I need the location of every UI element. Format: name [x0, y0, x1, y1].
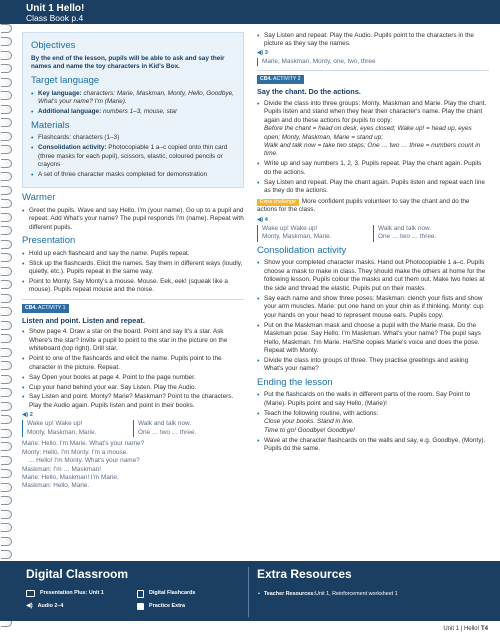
left-column [22, 32, 244, 491]
list-item: • Put on the Maskman mask and choose a pupil with the Marie mask. Do the Maskman pose. Say Hello. I'm Maskman. What's your name? The pupil says Hello, Maskman. I'm Marie. He/She copies Marie's voice and does the pose. Repeat with Monty. [257, 322, 489, 356]
binding-ring [1, 307, 12, 316]
audio-link[interactable]: ◀) Audio 2–4 [26, 603, 64, 610]
list-item: • Say Listen and point. Monty? Marie? Maskman? Point to the characters. Play the Audio again. Pupils listen and point in their books. [22, 393, 244, 410]
presentation-plus-link[interactable]: Presentation Plus: Unit 1 [26, 590, 104, 597]
audio-line-3: Marie, Maskman, Monty, one, two, three [257, 58, 489, 66]
actions-text: Before the chant = head on desk, eyes closed; Wake up! = head up, eyes open; Monty, Maskman, Marie = stand up; [264, 125, 472, 141]
routine-line: Time to go! Goodbye! Goodbye! [264, 426, 355, 434]
activity2-list [257, 100, 489, 196]
binding-ring [1, 64, 12, 73]
list-item: • Show page 4. Draw a star on the board. Point and say It's a star. Ask Where's the star? Invite a pupil to point to the star in the picture on the whiteboard (top right). Drill star. [22, 328, 244, 353]
binding-ring [1, 37, 12, 46]
binding-ring [1, 253, 12, 262]
list-item: • Say Open your books at page 4. Point to the page number. [22, 374, 244, 382]
classbook-ref: Class Book p.4 [26, 13, 84, 23]
binding-ring [1, 348, 12, 357]
lyrics-col-1: Wake up! Wake up! Monty, Maskman, Marie. [257, 225, 373, 242]
extra-challenge-badge: Extra challenge [257, 199, 299, 206]
divider [248, 567, 249, 617]
list-item: • Divide the class into groups of three. They practise greetings and asking What's your name? [257, 357, 489, 374]
routine-line: Close your books. Stand in line. [264, 418, 354, 426]
binding-ring [1, 240, 12, 249]
binding-ring [1, 118, 12, 127]
extra-challenge: Extra challenge More confident pupils volunteer to say the chant and do the actions for the class. [257, 197, 470, 214]
activity1-title: Listen and point. Listen and repeat. [22, 315, 145, 325]
binding-ring [1, 172, 12, 181]
audio-track-3: ◀) 3 [257, 50, 268, 57]
binding-ring [1, 496, 12, 505]
list-item: • Show your completed character masks. Hand out Photocopiable 1 a–c. Pupils choose a mask to make in class. They should make the others at home for the following lesson. Pupils colour the masks and cut them out. Make two holes at the side and thread the elastic. Pupils put on their masks. [257, 259, 489, 293]
binding-ring [1, 24, 12, 33]
objectives-text: By the end of the lesson, pupils will be able to ask and say their names and name the toy characters in Kid's Box. [31, 54, 225, 70]
list-item: • Greet the pupils. Wave and say Hello. I'm (your name). Go up to a pupil and repeat. Add What's your name? The pupil responds I'm (name). Repeat with different pupils. [22, 207, 244, 232]
binding-ring [1, 280, 12, 289]
audio-lyrics-1 [22, 420, 244, 437]
materials-list [31, 134, 235, 179]
binding-ring [1, 510, 12, 519]
page-footer: Unit 1 | Hello! T4 [443, 626, 488, 632]
digital-classroom-title: Digital Classroom [26, 567, 129, 581]
binding-ring [1, 78, 12, 87]
binding-ring [1, 388, 12, 397]
flashcard-icon [137, 590, 144, 598]
audio-script: Marie: Hello. I'm Marie. What's your name? Monty: Hello. I'm Monty. I'm a mouse. … Hello! I'm Monty. What's your name? Maskman: I'm … Maskman! Marie: Hello, Maskman! I'm Marie. Maskman: Hello, Marie. [22, 440, 145, 490]
warmer-list [22, 207, 244, 232]
speaker-icon: ◀) [257, 216, 264, 223]
practice-icon [137, 603, 144, 610]
audio-lyrics-2 [257, 225, 489, 242]
ending-title: Ending the lesson [257, 376, 333, 388]
activity1-list [22, 328, 244, 410]
list-item: • Say Listen and repeat. Play the chant again. Pupils listen and repeat each line as they do the actions. [257, 179, 489, 196]
list-item: • Cup your hand behind your ear. Say Listen. Play the Audio. [22, 384, 244, 392]
binding-ring [1, 415, 12, 424]
list-item: • Say each name and show three poses: Maskman: clench your fists and show your arm muscles. Marie: put one hand on your chin as if thinking. Monty: cup your hands on your head to represent mouse ears. Pupils copy. [257, 295, 489, 320]
list-item: • Teach the following routine, with actions: Close your books. Stand in line. Time to go! Goodbye! Goodbye! [257, 410, 489, 435]
binding-ring [1, 145, 12, 154]
binding-ring [1, 51, 12, 60]
objectives-title: Objectives [31, 40, 76, 51]
activity2-tag: CB4. ACTIVITY 2 [257, 75, 304, 84]
practice-extra-link[interactable]: Practice Extra [137, 603, 185, 610]
teacher-resources: • Teacher Resources: Unit 1, Reinforcement worksheet 1 [258, 591, 398, 597]
binding-ring [1, 91, 12, 100]
binding-ring [1, 132, 12, 141]
list-item: • Say Listen and repeat. Play the Audio. Pupils point to the characters in the picture as they say the names. [257, 32, 489, 49]
target-language-title: Target language [31, 75, 100, 87]
binding-ring [1, 294, 12, 303]
binding-ring [1, 186, 12, 195]
materials-title: Materials [31, 119, 70, 131]
monitor-icon [26, 590, 35, 597]
binding-ring [1, 105, 12, 114]
binding-ring [1, 537, 12, 546]
list-item: • Hold up each flashcard and say the name. Pupils repeat. [22, 250, 244, 258]
warmer-title: Warmer [22, 192, 56, 204]
right-top-list [257, 32, 489, 49]
binding-ring [1, 361, 12, 370]
unit-title: Unit 1 Hello! [26, 3, 85, 14]
binding-ring [1, 483, 12, 492]
page-header [0, 0, 500, 24]
speaker-icon: ◀) [257, 50, 264, 57]
list-item: • Point to one of the flashcards and elicit the name. Pupils point to the character in the picture. Repeat. [22, 355, 244, 372]
audio-track-2: ◀) 2 [22, 411, 33, 418]
divider [257, 70, 489, 71]
binding-ring [1, 456, 12, 465]
lyrics-col-2: Walk and talk now. One … two … three. [373, 225, 489, 242]
actions-text: Walk and talk now = take two steps; One … two … three = numbers count in time. [264, 141, 481, 158]
lyrics-col-2: Walk and talk now. One … two … three. [133, 420, 244, 437]
binding-ring [1, 213, 12, 222]
consolidation-title: Consolidation activity [257, 244, 347, 256]
page-number: T4 [480, 626, 488, 632]
resources-bar [0, 561, 500, 621]
presentation-list [22, 250, 244, 295]
extra-resources-title: Extra Resources [257, 567, 352, 581]
binding-ring [1, 402, 12, 411]
list-item: • Wave at the character flashcards on the walls and say, e.g. Goodbye, (Monty). Pupils do the same. [257, 437, 489, 454]
binding-ring [1, 429, 12, 438]
presentation-title: Presentation [22, 235, 76, 247]
binding-ring [1, 334, 12, 343]
binding-ring [1, 226, 12, 235]
speaker-icon: ◀) [26, 603, 33, 609]
speaker-icon: ◀) [22, 411, 29, 418]
consolidation-list [257, 259, 489, 373]
list-item: • Write up and say numbers 1, 2, 3. Pupils repeat. Play the chant again. Pupils do the actions. [257, 160, 489, 177]
list-item: • Stick up the flashcards. Elicit the names. Say them in different ways (loudly, quietly, etc.). Pupils repeat in the same way. [22, 260, 244, 277]
target-language-list [31, 90, 235, 117]
right-column [257, 32, 489, 455]
binding-ring [1, 321, 12, 330]
digital-flashcards-link[interactable]: Digital Flashcards [137, 590, 195, 598]
list-item: • Divide the class into three groups: Monty, Maskman and Marie. Play the chant. Pupils listen and stand when they hear their character's name. Play the chant again and do these actions for pupils to copy: Before the chant = head on desk, eyes closed; Wake up! = head up, eyes open; Monty, Maskman, Marie = stand up; Walk and talk now = take two steps; One … two … three = numbers count in time. [257, 100, 489, 159]
lyrics-col-1: Wake up! Wake up! Monty, Maskman, Marie. [22, 420, 133, 437]
list-item: • Key language: characters: Marie, Maskman, Monty, Hello, Goodbye, What's your name? I'm (Marie). [31, 90, 235, 107]
binding-ring [1, 375, 12, 384]
list-item: • Point to Monty. Say Monty's a mouse. Mouse. Eek, eek! (squeak like a mouse). Pupils repeat mouse and the noise. [22, 278, 244, 295]
binding-ring [1, 199, 12, 208]
activity2-title: Say the chant. Do the actions. [257, 87, 361, 97]
binding-ring [1, 267, 12, 276]
binding-ring [1, 469, 12, 478]
list-item: • Put the flashcards on the walls in different parts of the room. Say Point to (Marie). Pupils point and say Hello, (Marie)! [257, 391, 489, 408]
divider [22, 299, 244, 300]
binding-ring [1, 550, 12, 559]
list-item: • Additional language: numbers 1–3, mouse, star [31, 108, 235, 116]
list-item: • Flashcards: characters (1–3) [31, 134, 235, 142]
binding-ring [1, 523, 12, 532]
list-item: • A set of three character masks completed for demonstration [31, 171, 235, 179]
objectives-box [22, 32, 244, 188]
ending-list [257, 391, 489, 453]
binding-ring [1, 442, 12, 451]
activity1-tag: CB4. ACTIVITY 1 [22, 304, 69, 313]
list-item: • Consolidation activity: Photocopiable 1 a–c copied onto thin card (three masks for each pupil), scissors, elastic, coloured pencils or crayons [31, 144, 235, 169]
spiral-binding [0, 0, 14, 637]
audio-track-4: ◀) 4 [257, 216, 268, 223]
binding-ring [1, 159, 12, 168]
